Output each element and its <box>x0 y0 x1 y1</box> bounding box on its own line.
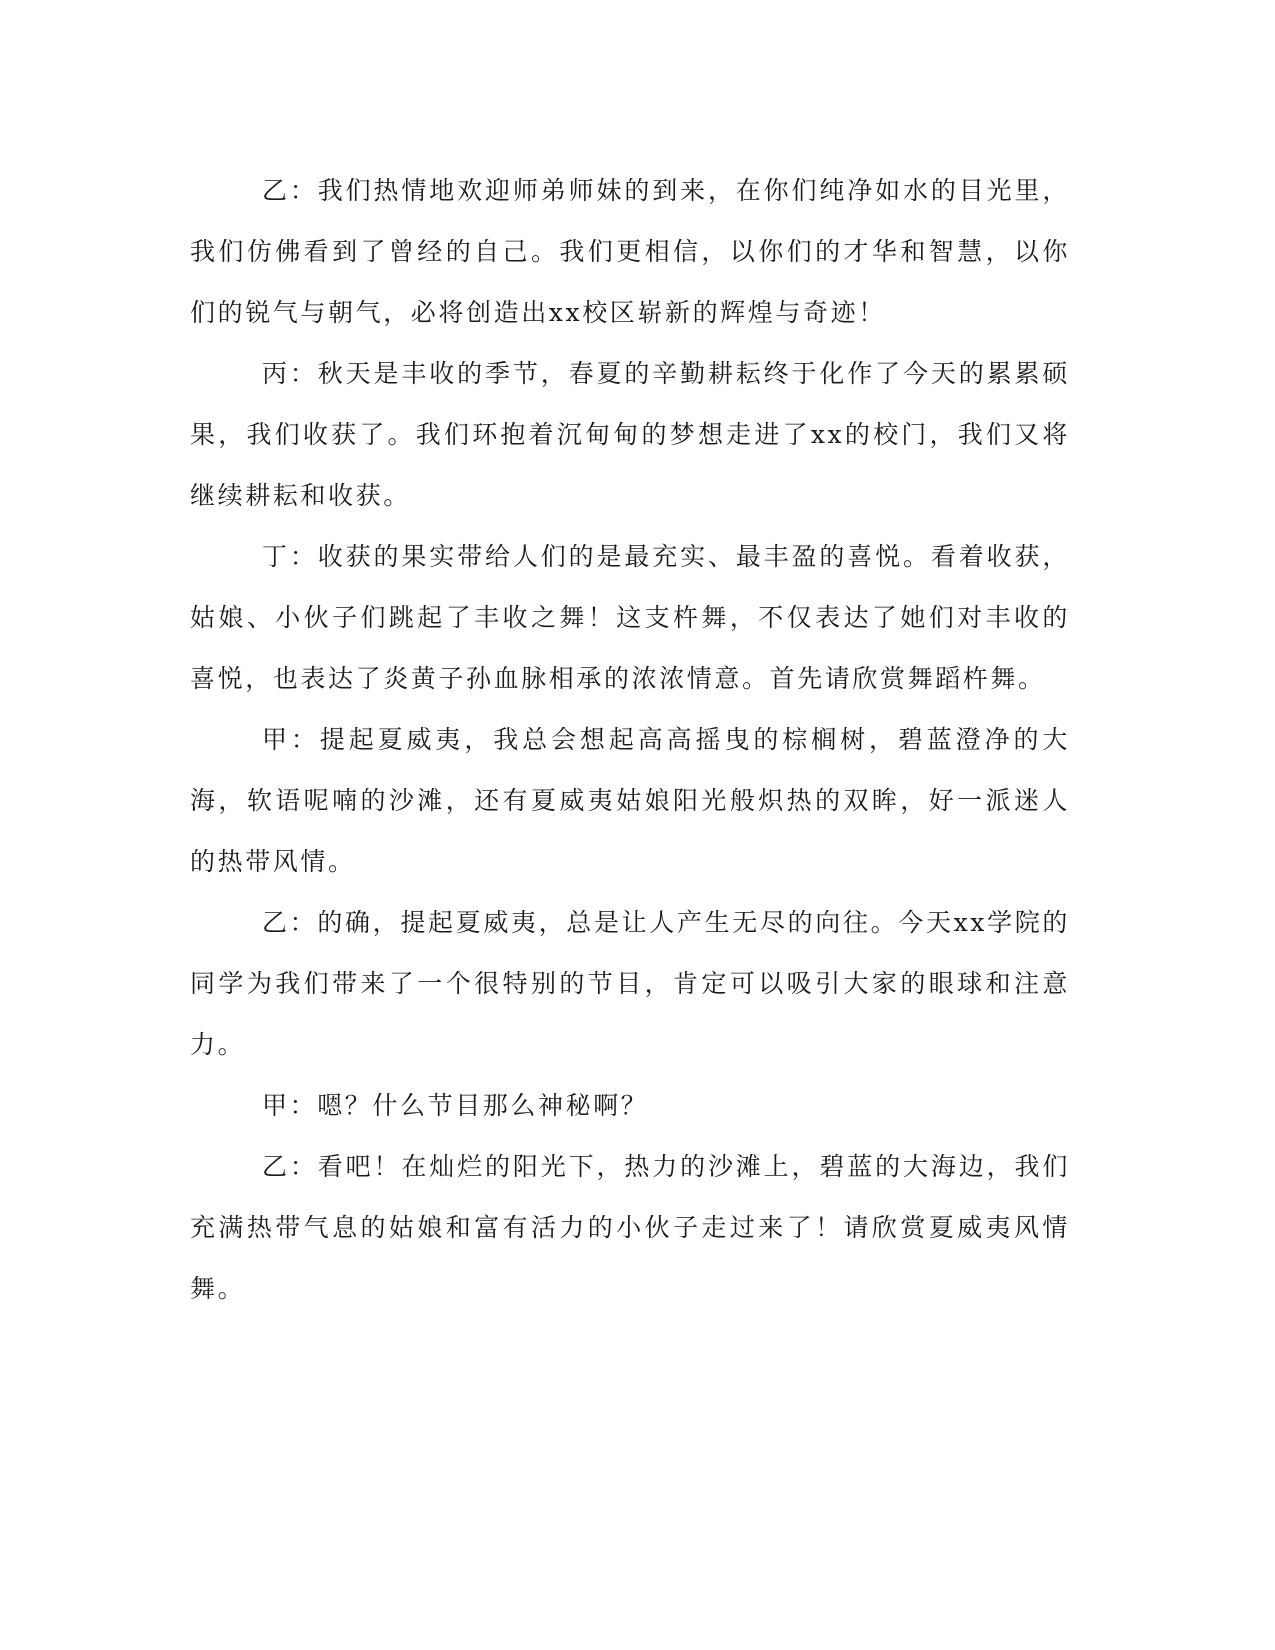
paragraph-5: 乙：的确，提起夏威夷，总是让人产生无尽的向往。今天xx学院的同学为我们带来了一个很特别的节目，肯定可以吸引大家的眼球和注意力。 <box>190 908 1070 1059</box>
paragraph-2: 丙：秋天是丰收的季节，春夏的辛勤耕耘终于化作了今天的累累硕果，我们收获了。我们环抱着沉甸甸的梦想走进了xx的校门，我们又将继续耕耘和收获。 <box>190 359 1070 510</box>
paragraph-4: 甲：提起夏威夷，我总会想起高高摇曳的棕榈树，碧蓝澄净的大海，软语呢喃的沙滩，还有夏威夷姑娘阳光般炽热的双眸，好一派迷人的热带风情。 <box>190 725 1070 876</box>
paragraph-1: 乙：我们热情地欢迎师弟师妹的到来，在你们纯净如水的目光里，我们仿佛看到了曾经的自己。我们更相信，以你们的才华和智慧，以你们的锐气与朝气，必将创造出xx校区崭新的辉煌与奇迹！ <box>190 176 1070 327</box>
document-body <box>190 160 1070 1319</box>
paragraph-6: 甲：嗯？什么节目那么神秘啊？ <box>262 1091 649 1120</box>
paragraph-7: 乙：看吧！在灿烂的阳光下，热力的沙滩上，碧蓝的大海边，我们充满热带气息的姑娘和富有活力的小伙子走过来了！请欣赏夏威夷风情舞。 <box>190 1152 1070 1303</box>
paragraph-3: 丁：收获的果实带给人们的是最充实、最丰盈的喜悦。看着收获，姑娘、小伙子们跳起了丰收之舞！这支杵舞，不仅表达了她们对丰收的喜悦，也表达了炎黄子孙血脉相承的浓浓情意。首先请欣赏舞蹈杵舞。 <box>190 542 1070 693</box>
